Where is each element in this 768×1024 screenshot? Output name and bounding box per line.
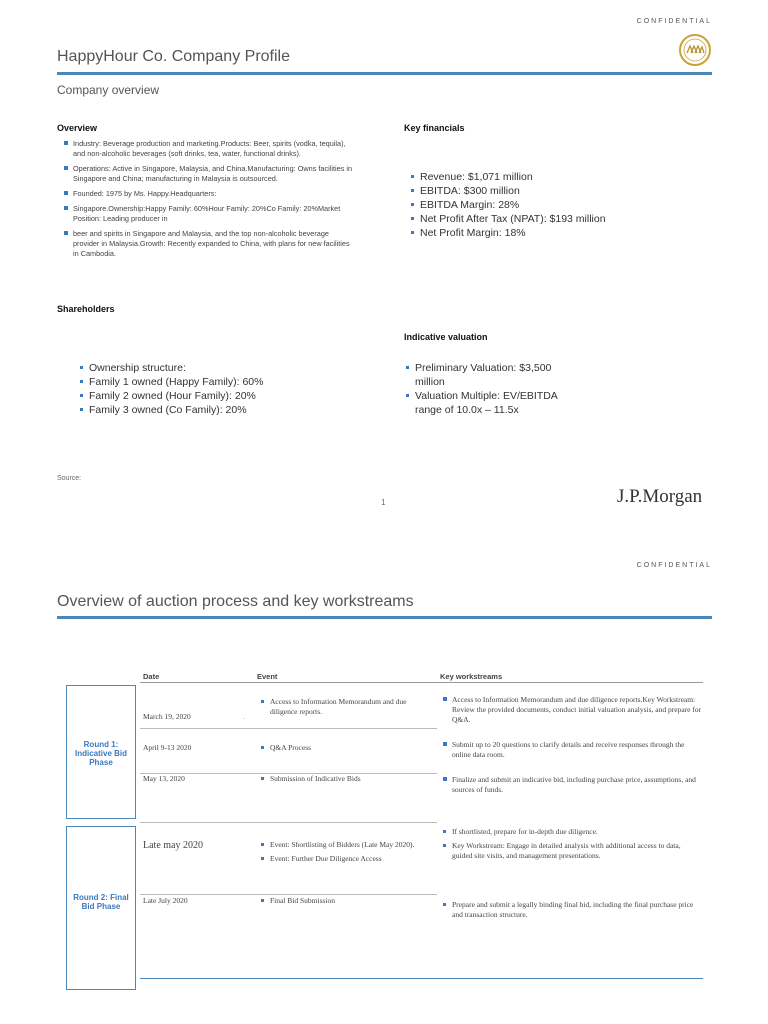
list-item: Event: Further Due Diligence Access [258, 854, 438, 864]
page-number: 1 [381, 498, 386, 507]
round-1-label: Round 1: Indicative Bid Phase [74, 740, 127, 767]
source-note: Source: [57, 475, 82, 482]
page-subtitle: Company overview [57, 83, 160, 97]
list-item: Family 1 owned (Happy Family): 60% [77, 375, 347, 389]
workstream-list [440, 695, 702, 729]
date-cell: Late may 2020 [143, 840, 203, 851]
header-date: Date [143, 672, 160, 681]
list-item: Revenue: $1,071 million [408, 170, 708, 184]
date-cell: April 9-13 2020 [143, 743, 192, 752]
list-item: Finalize and submit an indicative bid, including purchase price, assumptions, and sources of funds. [440, 775, 702, 795]
title-rule [57, 616, 712, 619]
financials-heading: Key financials [404, 123, 465, 133]
list-item: EBITDA Margin: 28% [408, 198, 708, 212]
round-2-box [66, 826, 136, 990]
round-1-box [66, 685, 136, 819]
page-title: Overview of auction process and key workstreams [57, 593, 414, 610]
event-list [258, 697, 433, 721]
header-rule [140, 682, 703, 683]
list-item: Valuation Multiple: EV/EBITDA range of 10.0x – 11.5x [403, 389, 583, 417]
page-title: HappyHour Co. Company Profile [57, 48, 290, 65]
list-item: Net Profit After Tax (NPAT): $193 million [408, 212, 708, 226]
jpmorgan-logo: J.P.Morgan [617, 486, 703, 507]
list-item: Event: Shortlisting of Bidders (Late May 2020). [258, 840, 438, 850]
date-cell: March 19, 2020 [143, 712, 191, 721]
row-divider [140, 728, 437, 729]
shareholders-list [77, 361, 347, 417]
list-item: Submit up to 20 questions to clarify details and receive responses through the online data room. [440, 740, 702, 760]
list-item: Final Bid Submission [258, 896, 433, 906]
round-divider [140, 822, 437, 823]
list-item: Industry: Beverage production and marketing.Products: Beer, spirits (vodka, tequila), and non-alcoholic beverages (soft drinks, tea, water, functional drinks). [61, 139, 353, 159]
list-item: beer and spirits in Singapore and Malaysia, and the top non-alcoholic beverage provider in Malaysia.Growth: Recently expanded to China, with plans for new facilities in Cambodia. [61, 229, 353, 259]
list-item: Net Profit Margin: 18% [408, 226, 708, 240]
list-item: Family 3 owned (Co Family): 20% [77, 403, 347, 417]
list-item: EBITDA: $300 million [408, 184, 708, 198]
list-item: Access to Information Memorandum and due diligence reports. [258, 697, 433, 717]
list-item: Key Workstream: Engage in detailed analysis with additional access to data, guided site visits, and management presentations. [440, 841, 702, 861]
workstream-list [440, 900, 702, 924]
title-rule [57, 72, 712, 75]
valuation-list [403, 361, 583, 417]
happyhour-seal-icon [679, 34, 711, 66]
valuation-heading: Indicative valuation [404, 332, 488, 342]
confidential-label: CONFIDENTIAL [636, 18, 712, 25]
event-list [258, 743, 433, 757]
event-list [258, 774, 433, 788]
header-event: Event [257, 672, 278, 681]
workstream-list [440, 740, 702, 764]
list-item: Founded: 1975 by Ms. Happy.Headquarters: [61, 189, 353, 199]
table-bottom-rule [140, 978, 703, 979]
list-item: Submission of Indicative Bids [258, 774, 433, 784]
row-divider [140, 894, 437, 895]
event-list [258, 840, 438, 868]
list-item: Preliminary Valuation: $3,500 million [403, 361, 583, 389]
dot-separator: . [243, 712, 246, 721]
list-item: Family 2 owned (Hour Family): 20% [77, 389, 347, 403]
list-item: Access to Information Memorandum and due diligence reports.Key Workstream: Review the provided documents, conduct initial valuation analysis, and prepare for Q&A. [440, 695, 702, 725]
list-item: Prepare and submit a legally binding final bid, including the final purchase price and transaction structure. [440, 900, 702, 920]
round-2-label: Round 2: Final Bid Phase [73, 893, 129, 911]
date-cell: Late July 2020 [143, 896, 188, 905]
overview-list [61, 139, 353, 264]
workstream-list [440, 827, 702, 865]
header-workstreams: Key workstreams [440, 672, 503, 681]
list-item: Operations: Active in Singapore, Malaysia, and China.Manufacturing: Owns facilities in Singapore and China; manufacturing in Malaysia is outsourced. [61, 164, 353, 184]
list-item: Ownership structure: [77, 361, 347, 375]
shareholders-heading: Shareholders [57, 304, 115, 314]
workstream-list [440, 775, 702, 799]
list-item: If shortlisted, prepare for in-depth due diligence. [440, 827, 702, 837]
overview-heading: Overview [57, 123, 98, 133]
list-item: Q&A Process [258, 743, 433, 753]
list-item: Singapore.Ownership:Happy Family: 60%Hour Family: 20%Co Family: 20%Market Position: Leading producer in [61, 204, 353, 224]
confidential-label: CONFIDENTIAL [636, 562, 712, 569]
event-list [258, 896, 433, 910]
date-cell: May 13, 2020 [143, 774, 185, 783]
financials-list [408, 170, 708, 240]
